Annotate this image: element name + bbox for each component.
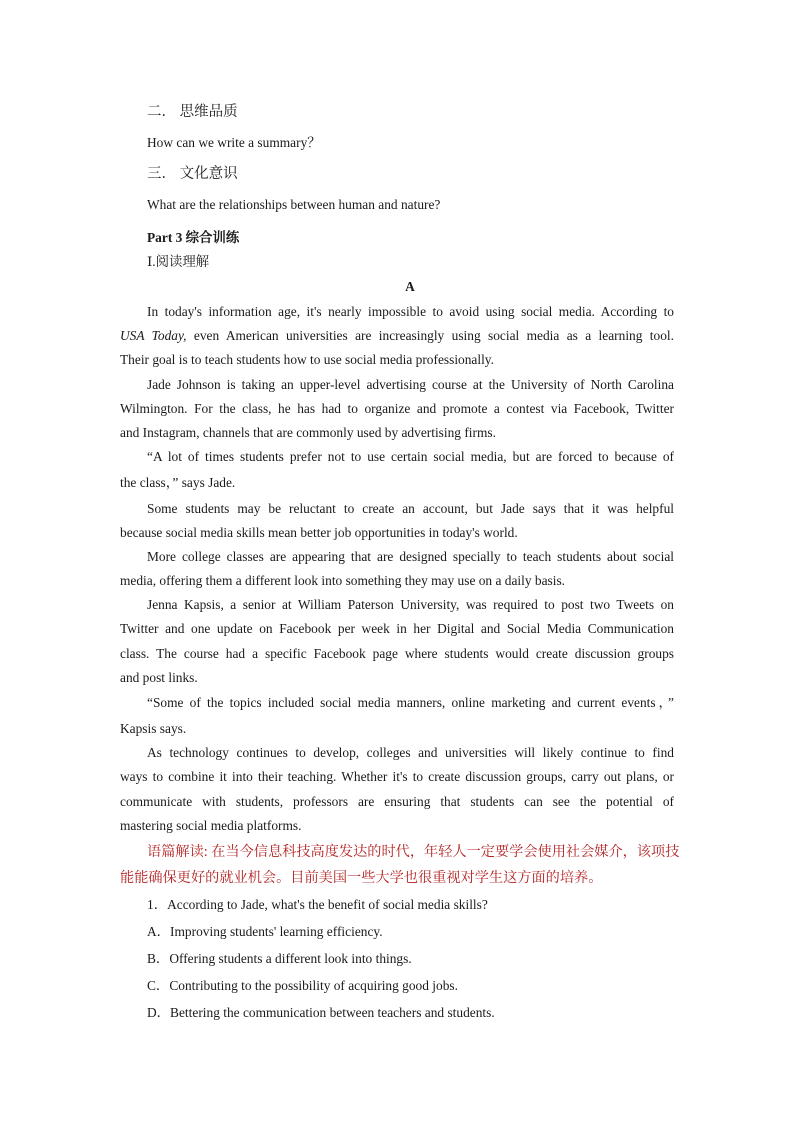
p1-line1: In today's information age, it's nearly impossible to avoid using social media. According to bbox=[147, 304, 674, 319]
p6-line4: and post links. bbox=[120, 670, 198, 685]
p1-line2 bbox=[120, 326, 674, 346]
p3-line1: “A lot of times students prefer not to use certain social media, but are forced to because of bbox=[147, 449, 674, 464]
question-1-option-d[interactable]: D．Bettering the communication between teachers and students. bbox=[147, 1005, 495, 1020]
question-1-stem: 1．According to Jade, what's the benefit of social media skills? bbox=[147, 897, 488, 912]
analysis-line2: 能能确保更好的就业机会。目前美国一些大学也很重视对学生这方面的培养。 bbox=[120, 870, 603, 886]
part3-subtitle: Ⅰ.阅读理解 bbox=[147, 254, 210, 269]
section-2-question: How can we write a summary？ bbox=[147, 135, 321, 150]
p5-line1: More college classes are appearing that are designed specially to teach students about social bbox=[147, 549, 674, 564]
p1-line3: Their goal is to teach students how to use social media professionally. bbox=[120, 352, 494, 367]
p5-line2: media, offering them a different look into something they may use on a daily basis. bbox=[120, 573, 566, 588]
p6-line1: Jenna Kapsis, a senior at William Paterson University, was required to post two Tweets on bbox=[147, 597, 674, 612]
passage-label: A bbox=[405, 279, 415, 294]
p6-line2: Twitter and one update on Facebook per week in her Digital and Social Media Communication bbox=[120, 621, 674, 636]
p3-line2: the class，” says Jade. bbox=[120, 475, 236, 490]
p4-line1: Some students may be reluctant to create an account, but Jade says that it was helpful bbox=[147, 501, 674, 516]
question-1-option-c[interactable]: C．Contributing to the possibility of acquiring good jobs. bbox=[147, 978, 458, 993]
question-1-option-b[interactable]: B．Offering students a different look into things. bbox=[147, 951, 412, 966]
p7-line2: Kapsis says. bbox=[120, 721, 187, 736]
section-2-title: 二． 思维品质 bbox=[147, 104, 238, 120]
p2-line3: and Instagram, channels that are commonly used by advertising firms. bbox=[120, 425, 496, 440]
question-1-option-a[interactable]: A．Improving students' learning efficiency. bbox=[147, 924, 383, 939]
part3-title: Part 3 综合训练 bbox=[147, 230, 240, 245]
p8-line2: ways to combine it into their teaching. Whether it's to create discussion groups, carry out plans, or bbox=[120, 769, 674, 784]
p7-line1: “Some of the topics included social media manners, online marketing and current events，” bbox=[147, 695, 674, 710]
p6-line3: class. The course had a specific Facebook page where students would create discussion groups bbox=[120, 646, 674, 661]
analysis-line1: 语篇解读: 在当今信息科技高度发达的时代，年轻人一定要学会使用社会媒介，该项技 bbox=[147, 844, 680, 860]
p1-line2-text: even American universities are increasingly using social media as a learning tool. bbox=[186, 328, 674, 343]
p2-line1: Jade Johnson is taking an upper-level advertising course at the University of North Carolina bbox=[147, 377, 674, 392]
p8-line1: As technology continues to develop, colleges and universities will likely continue to find bbox=[147, 745, 674, 760]
publication-name: USA Today, bbox=[120, 328, 187, 343]
section-3-question: What are the relationships between human and nature? bbox=[147, 197, 441, 212]
p2-line2: Wilmington. For the class, he has had to organize and promote a contest via Facebook, Twitter bbox=[120, 401, 674, 416]
section-3-title: 三． 文化意识 bbox=[147, 166, 238, 182]
p8-line4: mastering social media platforms. bbox=[120, 818, 302, 833]
p4-line2: because social media skills mean better job opportunities in today's world. bbox=[120, 525, 518, 540]
p8-line3: communicate with students, professors are ensuring that students can see the potential of bbox=[120, 794, 674, 809]
